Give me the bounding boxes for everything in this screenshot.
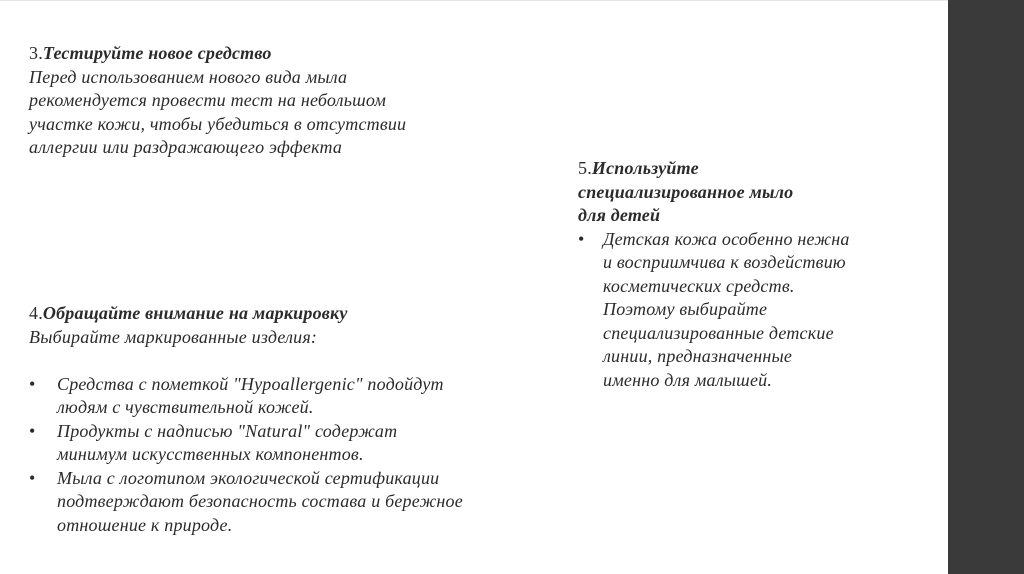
section-4-labeling	[29, 302, 549, 537]
section-5-heading-line: специализированное мыло	[578, 181, 794, 202]
list-item-line: Детская кожа особенно нежна	[603, 228, 850, 249]
list-item-line: линии, предназначенные	[603, 346, 793, 366]
list-item-line: минимум искусственных компонентов.	[57, 444, 364, 464]
section-5-title	[578, 157, 918, 181]
section-4-heading: Обращайте внимание на маркировку	[42, 303, 348, 323]
list-item	[29, 467, 549, 538]
section-3-test-new-product	[29, 42, 529, 160]
section-3-number: 3.	[29, 43, 43, 63]
list-item-line: людям с чувствительной кожей.	[57, 397, 314, 417]
list-item-line: Мыла с логотипом экологической сертификации	[57, 467, 440, 488]
right-sidebar-bar	[948, 0, 1024, 574]
list-item-line: косметических средств.	[603, 275, 795, 296]
list-item	[29, 373, 549, 420]
bullet-icon: •	[578, 228, 585, 249]
section-5-bullet-list	[578, 228, 918, 393]
bullet-icon: •	[29, 373, 36, 394]
list-item	[29, 420, 549, 467]
list-item-line: и восприимчива к воздействию	[603, 252, 846, 272]
section-3-line: аллергии или раздражающего эффекта	[29, 137, 343, 157]
section-4-intro: Выбирайте маркированные изделия:	[29, 326, 318, 347]
list-item-line: подтверждают безопасность состава и бережное	[57, 491, 463, 511]
section-4-spacer	[29, 349, 549, 373]
bullet-icon: •	[29, 420, 36, 441]
section-5-heading: Используйте	[591, 158, 699, 178]
section-3-heading: Тестируйте новое средство	[42, 43, 272, 63]
top-divider	[0, 0, 948, 1]
section-4-title	[29, 302, 549, 326]
section-3-line: рекомендуется провести тест на небольшом	[29, 90, 387, 110]
section-3-line: Перед использованием нового вида мыла	[29, 66, 348, 87]
section-4-number: 4.	[29, 303, 43, 323]
list-item-line: специализированные детские	[603, 322, 834, 343]
list-item	[578, 228, 918, 393]
section-4-bullet-list	[29, 373, 549, 538]
section-5-number: 5.	[578, 158, 592, 178]
list-item-line: Поэтому выбирайте	[603, 299, 768, 319]
section-5-heading-line: для детей	[578, 205, 661, 225]
section-3-title	[29, 42, 529, 66]
list-item-line: Продукты с надписью "Natural" содержат	[57, 420, 398, 441]
section-3-line: участке кожи, чтобы убедиться в отсутствии	[29, 113, 407, 134]
list-item-line: Средства с пометкой "Hypoallergenic" подойдут	[57, 373, 444, 394]
section-5-children-soap	[578, 157, 918, 392]
list-item-line: отношение к природе.	[57, 514, 233, 535]
bullet-icon: •	[29, 467, 36, 488]
list-item-line: именно для малышей.	[603, 369, 773, 390]
